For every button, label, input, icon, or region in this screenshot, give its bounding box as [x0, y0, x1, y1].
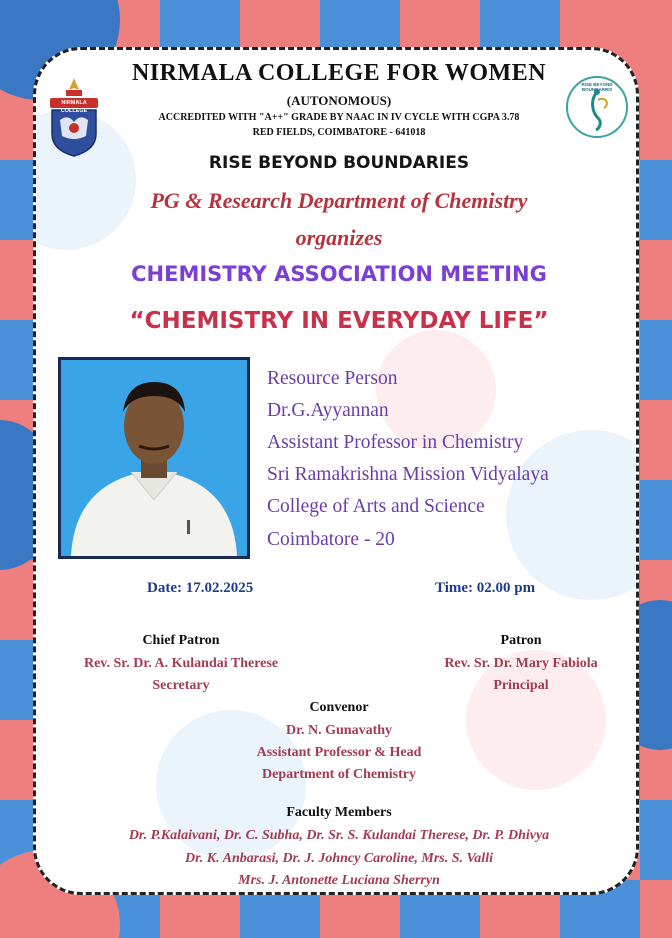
- speaker-photo: [58, 357, 250, 559]
- faculty-members-line: Dr. P.Kalaivani, Dr. C. Subha, Dr. Sr. S. Kulandai Therese, Dr. P. Dhivya: [128, 828, 550, 843]
- chief-patron-name: Rev. Sr. Dr. A. Kulandai Therese: [83, 656, 279, 671]
- meeting-theme: “CHEMISTRY IN EVERYDAY LIFE”: [129, 308, 549, 334]
- resource-person-institution-2: College of Arts and Science: [267, 496, 485, 517]
- chief-patron-title: Secretary: [152, 678, 210, 693]
- chief-patron-role: Chief Patron: [142, 633, 220, 648]
- patron-title: Principal: [493, 678, 549, 693]
- organizes-label: organizes: [295, 225, 383, 250]
- event-time: Time: 02.00 pm: [435, 580, 536, 596]
- resource-person-institution: Sri Ramakrishna Mission Vidyalaya: [267, 464, 549, 485]
- left-logo-text: NIRMALA COLLEGE: [60, 100, 88, 114]
- flyer-card: [33, 47, 639, 895]
- patron-name: Rev. Sr. Dr. Mary Fabiola: [444, 656, 598, 671]
- college-name: NIRMALA COLLEGE FOR WOMEN: [131, 60, 547, 86]
- autonomous-label: (AUTONOMOUS): [286, 93, 392, 108]
- patron-role: Patron: [500, 633, 542, 648]
- resource-person-city: Coimbatore - 20: [267, 529, 395, 550]
- faculty-members-line: Mrs. J. Antonette Luciana Sherryn: [238, 873, 440, 888]
- resource-person-designation: Assistant Professor in Chemistry: [267, 432, 524, 453]
- watermark-shape: [506, 430, 639, 600]
- resource-person-name: Dr.G.Ayyannan: [267, 400, 389, 421]
- faculty-members-role: Faculty Members: [286, 805, 392, 820]
- convenor-name: Dr. N. Gunavathy: [285, 723, 393, 738]
- meeting-title: CHEMISTRY ASSOCIATION MEETING: [131, 262, 547, 286]
- convenor-title: Assistant Professor & Head: [256, 745, 422, 760]
- right-logo-text: RISE BEYOND BOUNDARIES: [581, 82, 613, 92]
- event-date: Date: 17.02.2025: [147, 580, 254, 596]
- convenor-role: Convenor: [309, 700, 369, 715]
- accreditation-line: ACCREDITED WITH "A++" GRADE BY NAAC IN IV CYCLE WITH CGPA 3.78: [158, 112, 520, 123]
- convenor-department: Department of Chemistry: [262, 767, 416, 782]
- resource-person-label: Resource Person: [267, 368, 398, 389]
- address-line: RED FIELDS, COIMBATORE - 641018: [252, 127, 426, 138]
- department-name: PG & Research Department of Chemistry: [150, 188, 528, 213]
- tagline: RISE BEYOND BOUNDARIES: [208, 153, 470, 173]
- faculty-members-line: Dr. K. Anbarasi, Dr. J. Johncy Caroline, Mrs. S. Valli: [185, 851, 493, 866]
